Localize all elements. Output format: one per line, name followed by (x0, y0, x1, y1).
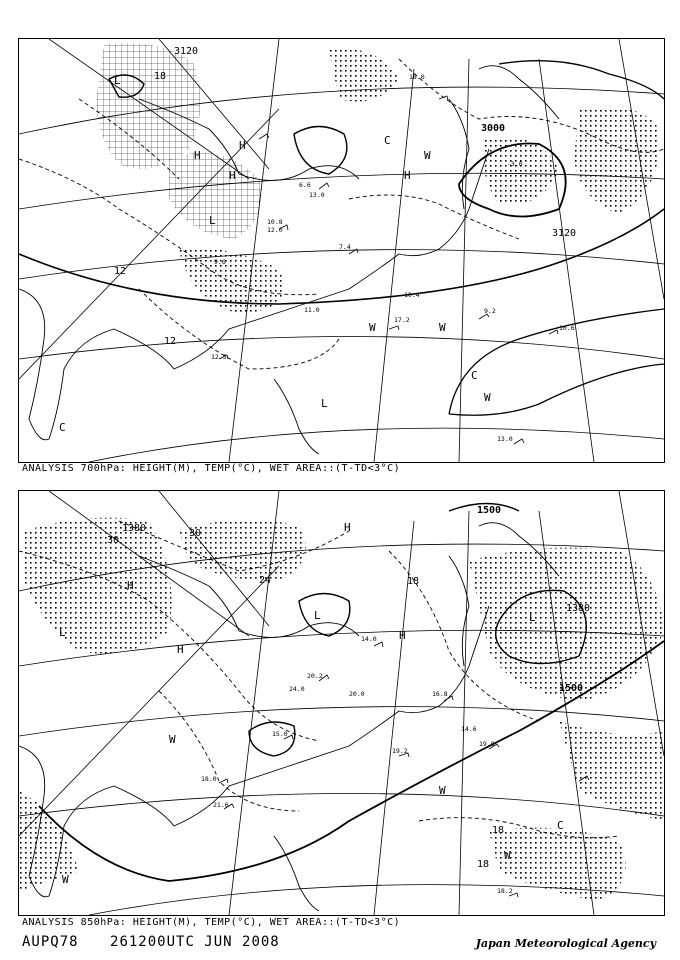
pressure-center-high: H (177, 643, 184, 656)
agency-name: Japan Meteorological Agency (475, 937, 656, 950)
map-panel-700hpa (18, 38, 665, 463)
station-reading: 12.0 (267, 226, 283, 234)
pressure-center-low: L (529, 611, 536, 624)
station-reading: 15.0 (272, 730, 288, 738)
contour-label: 24 (259, 575, 272, 586)
wet-areas (19, 518, 664, 901)
contour-label: 12 (114, 266, 127, 277)
pressure-center-low: L (114, 74, 121, 87)
pressure-center-warm: W (424, 149, 431, 162)
contour-label: 1380 (566, 603, 591, 614)
station-reading: 13.0 (497, 435, 513, 443)
station-reading: 18.0 (201, 775, 217, 783)
pressure-center-low: L (209, 214, 216, 227)
contour-label: 3120 (552, 228, 577, 239)
pressure-center-low: L (321, 397, 328, 410)
pressure-center-warm: W (62, 873, 69, 886)
station-reading: 9.2 (484, 307, 496, 315)
station-reading: 7.4 (339, 243, 351, 251)
station-reading: 13.0 (309, 191, 325, 199)
pressure-center-low: L (59, 626, 66, 639)
pressure-center-warm: W (504, 849, 511, 862)
station-reading: 17.2 (394, 316, 410, 324)
pressure-center-cold: C (59, 421, 66, 434)
map-panel-850hpa (18, 490, 665, 916)
contour-label: 18 (154, 71, 167, 82)
contour-label: 3120 (174, 46, 199, 57)
chart-datetime: 261200UTC JUN 2008 (110, 934, 280, 950)
contour-label: 18 (407, 576, 420, 587)
station-reading: 10.8 (267, 218, 283, 226)
pressure-center-high: H (239, 139, 246, 152)
contour-label: 1500 (559, 683, 584, 694)
station-reading: 14.0 (361, 635, 377, 643)
pressure-center-warm: W (369, 321, 376, 334)
contour-label: 18 (492, 825, 505, 836)
contour-label: 30 (107, 535, 120, 546)
contour-label: 1380 (122, 523, 147, 534)
station-reading: 18.0 (409, 73, 425, 81)
pressure-center-high: H (127, 579, 134, 592)
lower-stations (201, 635, 513, 895)
chart-code: AUPQ78 (22, 934, 79, 950)
map-700hpa-svg (19, 39, 664, 462)
pressure-center-cold: C (384, 134, 391, 147)
caption-700hpa: ANALYSIS 700hPa: HEIGHT(M), TEMP(°C), WET AREA::(T-TD<3°C) (22, 463, 401, 474)
station-reading: 11.0 (304, 306, 320, 314)
station-reading: 24.0 (289, 685, 305, 693)
station-reading: 10.4 (404, 291, 420, 299)
station-reading: 6.6 (299, 181, 311, 189)
pressure-center-cold: C (471, 369, 478, 382)
pressure-center-high: H (399, 629, 406, 642)
caption-850hpa: ANALYSIS 850hPa: HEIGHT(M), TEMP(°C), WET AREA::(T-TD<3°C) (22, 917, 401, 928)
station-reading: 20.2 (307, 672, 323, 680)
pressure-center-cold: C (557, 819, 564, 832)
pressure-center-warm: W (484, 391, 491, 404)
station-reading: 9.6 (214, 258, 226, 266)
station-reading: 12.5 (211, 353, 227, 361)
pressure-center-high: H (404, 169, 411, 182)
station-reading: 16.8 (432, 690, 448, 698)
contour-label: 18 (477, 859, 490, 870)
contour-label: 12 (164, 336, 177, 347)
station-reading: 14.6 (461, 725, 477, 733)
chart-id-line (22, 934, 302, 950)
pressure-center-warm: W (439, 321, 446, 334)
station-reading: 10.6 (559, 324, 575, 332)
pressure-center-low: L (314, 609, 321, 622)
contour-label: 1500 (477, 505, 502, 516)
station-reading: 20.0 (349, 690, 365, 698)
pressure-center-high: H (194, 149, 201, 162)
wet-areas (97, 43, 660, 314)
contour-label: 30 (189, 528, 202, 539)
pressure-center-high: H (344, 521, 351, 534)
station-reading: 19.0 (479, 740, 495, 748)
station-reading: 18.2 (497, 887, 513, 895)
contour-label: 3000 (481, 123, 506, 134)
map-850hpa-svg (19, 491, 664, 915)
station-reading: 19.2 (392, 747, 408, 755)
pressure-center-warm: W (439, 784, 446, 797)
pressure-center-warm: W (169, 733, 176, 746)
station-reading: -3.0 (507, 160, 523, 168)
pressure-center-high: H (229, 169, 236, 182)
station-reading: 21.6 (213, 801, 229, 809)
